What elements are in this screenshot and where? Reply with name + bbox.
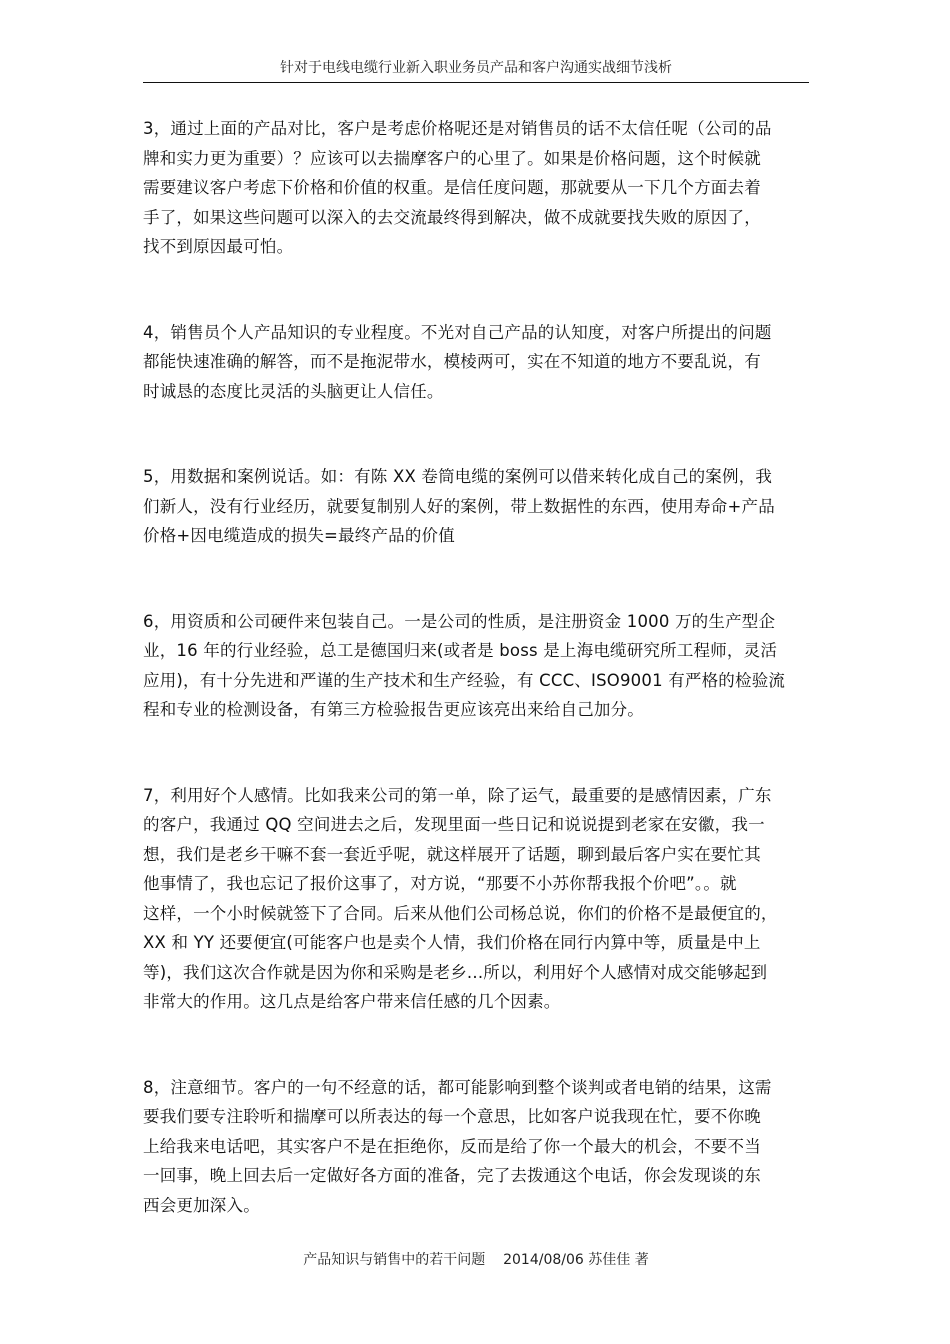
paragraph-6: 6，用资质和公司硬件来包装自己。一是公司的性质，是注册资金 1000 万的生产型企 业，16 年的行业经验，总工是德国归来(或者是 boss 是上海电缆研究所工程师，灵活 应用)，有十分先进和严谨的生产技术和生产经验，有 CCC、ISO9001 有严格的检验流 程和专业的检测设备，有第三方检验报告更应该亮出来给自己加分。 bbox=[143, 611, 786, 719]
header-divider bbox=[143, 82, 809, 83]
paragraph-8: 8，注意细节。客户的一句不经意的话，都可能影响到整个谈判或者电销的结果，这需 要我们要专注聆听和揣摩可以所表达的每一个意思，比如客户说我现在忙，要不你晚 上给我来电话吧，其实客户不是在拒绝你，反而是给了你一个最大的机会，不要不当 一回事，晚上回去后一定做好各方面的准备，完了去拨通这个电话，你会发现谈的东 西会更加深入。 bbox=[143, 1077, 772, 1215]
paragraph-4: 4，销售员个人产品知识的专业程度。不光对自己产品的认知度，对客户所提出的问题 都能快速准确的解答，而不是拖泥带水，模棱两可，实在不知道的地方不要乱说，有 时诚恳的态度比灵活的头脑更让人信任。 bbox=[143, 322, 772, 401]
page-footer: 产品知识与销售中的若干问题 2014/08/06 苏佳佳 著 bbox=[303, 1252, 649, 1268]
document-body bbox=[143, 114, 823, 1276]
page-header: 针对于电线电缆行业新入职业务员产品和客户沟通实战细节浅析 bbox=[280, 60, 672, 76]
paragraph-3: 3，通过上面的产品对比，客户是考虑价格呢还是对销售员的话不太信任呢（公司的品 牌和实力更为重要）？应该可以去揣摩客户的心里了。如果是价格问题，这个时候就 需要建议客户考虑下价格和价值的权重。是信任度问题，那就要从一下几个方面去着 手了，如果这些问题可以深入的去交流最终得到解决，做不成就要找失败的原因了， 找不到原因最可怕。 bbox=[143, 119, 772, 256]
paragraph-7: 7，利用好个人感情。比如我来公司的第一单，除了运气，最重要的是感情因素，广东 的客户，我通过 QQ 空间进去之后，发现里面一些日记和说说提到老家在安徽，我一 想，我们是老乡干嘛不套一套近乎呢，就这样展开了话题，聊到最后客户实在要忙其 他事情了，我也忘记了报价这事了，对方说，“那要不小苏你帮我报个价吧”。。就 这样，一个小时候就签下了合同。后来从他们公司杨总说，你们的价格不是最便宜的， XX 和 YY 还要便宜(可能客户也是卖个人情，我们价格在同行内算中等，质量是中上 等)，我们这次合作就是因为你和采购是老乡...所以，利用好个人感情对成交能够起到 非常大的作用。这几点是给客户带来信任感的几个因素。 bbox=[143, 785, 778, 1011]
paragraph-5: 5，用数据和案例说话。如：有陈 XX 卷筒电缆的案例可以借来转化成自己的案例，我 们新人，没有行业经历，就要复制别人好的案例，带上数据性的东西，使用寿命+产品 价格+因电缆造成的损失=最终产品的价值 bbox=[143, 467, 775, 545]
